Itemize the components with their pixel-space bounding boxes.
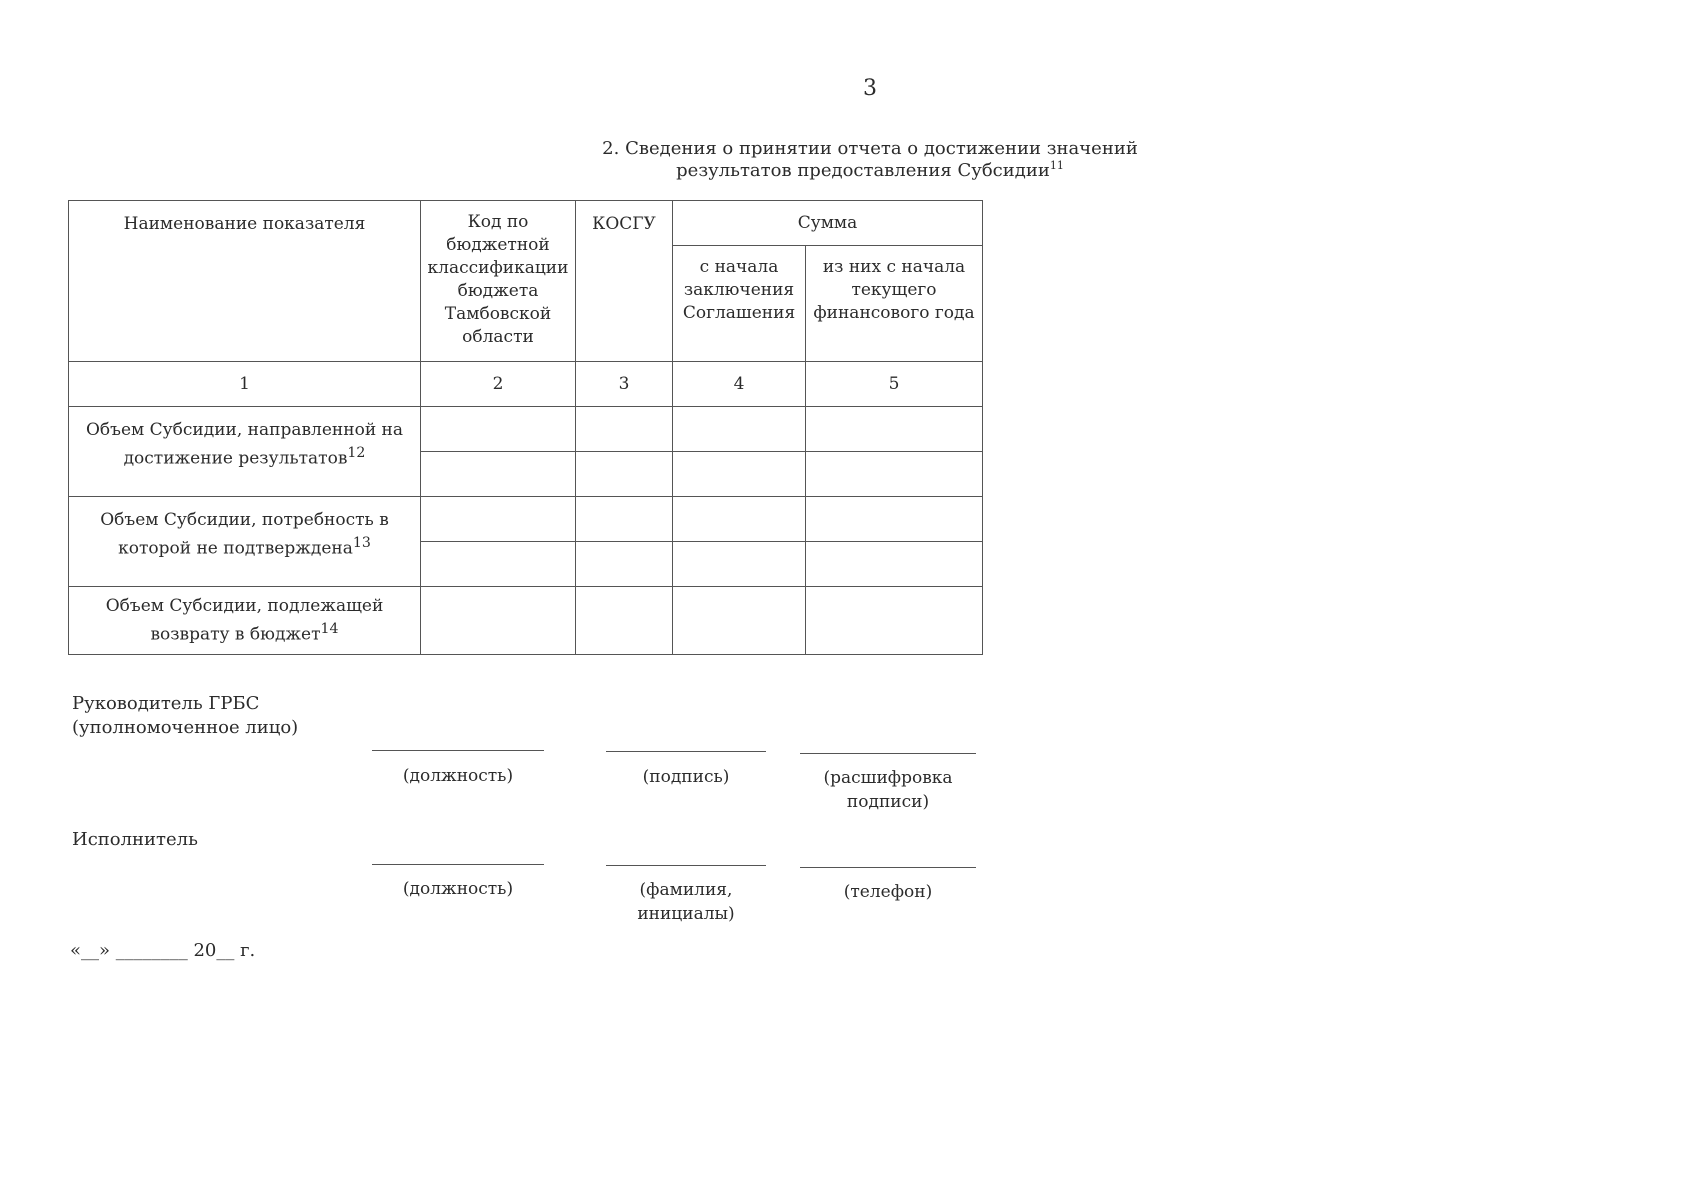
row-label-text: Объем Субсидии, подлежащей возврату в бюджет <box>105 595 384 645</box>
cell-budget-code <box>421 497 576 542</box>
head-decoding-line <box>800 753 976 754</box>
row-label-refund <box>69 587 421 655</box>
header-budget-code: Код по бюджетной классификации бюджета Тамбовской области <box>421 201 576 362</box>
cell-since-year <box>806 587 983 655</box>
cell-since-year <box>806 542 983 587</box>
row-label-text: Объем Субсидии, потребность в которой не подтверждена <box>100 510 389 559</box>
head-label-line-1: Руководитель ГРБС <box>72 693 260 714</box>
table-row <box>69 497 983 542</box>
head-label <box>72 692 298 740</box>
cell-kosgu <box>576 407 673 452</box>
cell-since-year <box>806 407 983 452</box>
cell-since-agreement <box>673 542 806 587</box>
executor-label: Исполнитель <box>72 829 198 850</box>
head-position-line <box>372 750 544 751</box>
page-number: 3 <box>863 76 877 101</box>
heading-footnote: 11 <box>1049 159 1064 172</box>
column-number-2: 2 <box>421 362 576 407</box>
heading-line-1: 2. Сведения о принятии отчета о достижении значений <box>602 138 1138 159</box>
cell-since-year <box>806 452 983 497</box>
row-label-unconfirmed <box>69 497 421 587</box>
cell-budget-code <box>421 587 576 655</box>
executor-position-caption: (должность) <box>402 879 514 899</box>
table-row <box>69 587 983 655</box>
row-label-text: Объем Субсидии, направленной на достижение результатов <box>85 420 404 469</box>
executor-name-caption: (фамилия, инициалы) <box>637 880 735 924</box>
row-footnote: 14 <box>320 620 339 637</box>
cell-since-agreement <box>673 407 806 452</box>
column-number-3: 3 <box>576 362 673 407</box>
executor-position-line <box>372 864 544 865</box>
cell-since-agreement <box>673 452 806 497</box>
header-since-agreement: с начала заключения Соглашения <box>673 246 806 362</box>
header-kosgu: КОСГУ <box>576 201 673 362</box>
head-decoding-caption: (расшифровка подписи) <box>823 768 953 812</box>
head-signature-line <box>606 751 766 752</box>
header-row-1 <box>69 201 983 246</box>
column-number-row <box>69 362 983 407</box>
cell-budget-code <box>421 542 576 587</box>
table-row <box>69 407 983 452</box>
cell-since-year <box>806 497 983 542</box>
cell-kosgu <box>576 542 673 587</box>
head-signature-caption: (подпись) <box>642 767 730 787</box>
section-heading <box>590 138 1150 182</box>
head-position-caption: (должность) <box>402 766 514 786</box>
header-indicator: Наименование показателя <box>69 201 421 362</box>
date-line: «__» ________ 20__ г. <box>70 940 256 961</box>
cell-kosgu <box>576 452 673 497</box>
head-label-line-2: (уполномоченное лицо) <box>72 717 299 738</box>
column-number-5: 5 <box>806 362 983 407</box>
report-table <box>68 200 983 655</box>
row-footnote: 12 <box>347 445 366 461</box>
header-since-year: из них с начала текущего финансового года <box>806 246 983 362</box>
row-label-directed <box>69 407 421 497</box>
heading-line-2 <box>590 160 1150 182</box>
cell-kosgu <box>576 497 673 542</box>
cell-kosgu <box>576 587 673 655</box>
executor-phone-caption: (телефон) <box>843 882 933 902</box>
executor-name-line <box>606 865 766 866</box>
cell-since-agreement <box>673 587 806 655</box>
executor-phone-line <box>800 867 976 868</box>
row-footnote: 13 <box>352 535 371 551</box>
cell-budget-code <box>421 407 576 452</box>
heading-line-2-text: результатов предоставления Субсидии <box>676 160 1050 181</box>
header-sum: Сумма <box>673 201 983 246</box>
cell-budget-code <box>421 452 576 497</box>
column-number-1: 1 <box>69 362 421 407</box>
cell-since-agreement <box>673 497 806 542</box>
column-number-4: 4 <box>673 362 806 407</box>
